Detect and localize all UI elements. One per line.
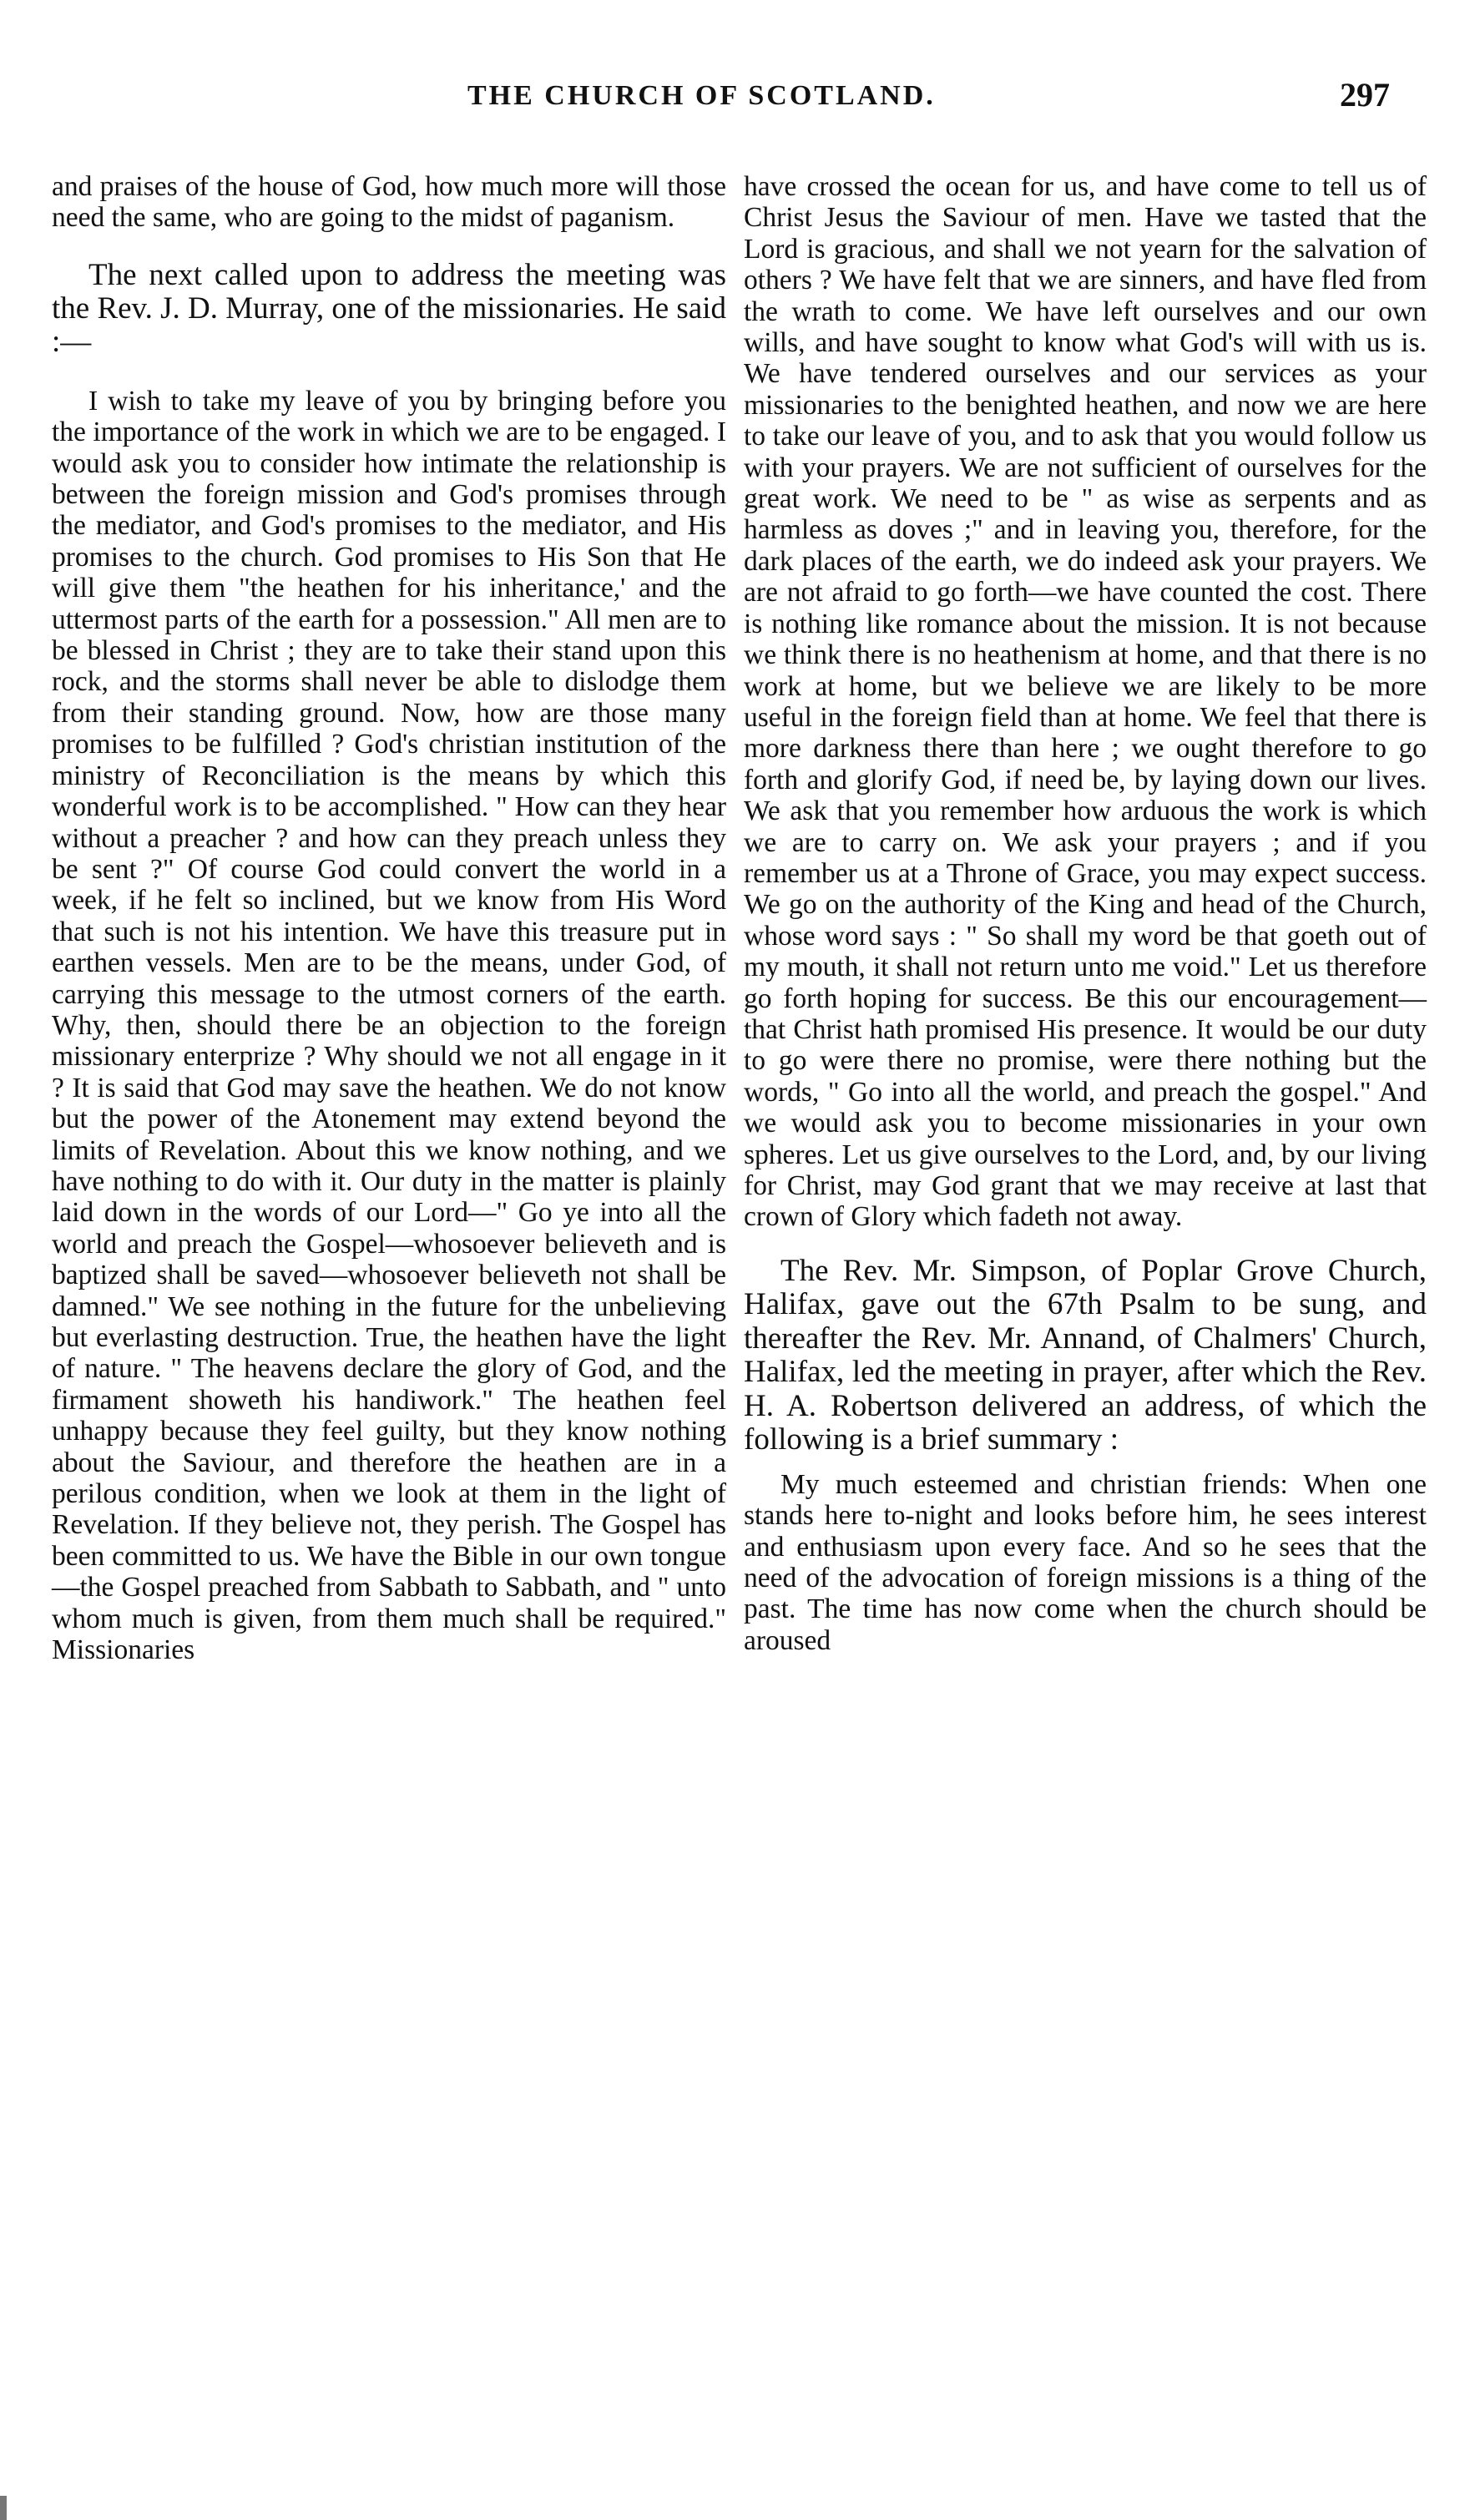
- page-number: 297: [1340, 76, 1390, 114]
- paragraph-speaker-intro: The next called upon to address the meeting was the Rev. J. D. Murray, one of the missionaries. He said :—: [52, 257, 727, 359]
- scan-edge-mark: [0, 2496, 7, 2520]
- paragraph-simpson-annand-intro: The Rev. Mr. Simpson, of Poplar Grove Church, Halifax, gave out the 67th Psalm to be sung, and thereafter the Rev. Mr. Annand, of Chalmers' Church, Halifax, led the meeting in prayer, after which the Rev. H. A. Robertson delivered an address, of which the following is a brief summary :: [744, 1253, 1427, 1457]
- paragraph-murray-address-continued: have crossed the ocean for us, and have come to tell us of Christ Jesus the Saviour of men. Have we tasted that the Lord is gracious, and shall we not yearn for the salvation of others ? We have felt that we are sinners, and have fled from the wrath to come. We have left ourselves and our own wills, and have sought to know what God's will with us is. We have tendered ourselves and our services as your missionaries to the benighted heathen, and now we are here to take our leave of you, and to ask that you would follow us with your prayers. We are not sufficient of ourselves for the great work. We need to be " as wise as serpents and as harmless as doves ;" and in leaving you, therefore, for the dark places of the earth, we do indeed ask your prayers. We are not afraid to go forth—we have counted the cost. There is nothing like romance about the mission. It is not because we think there is no heathenism at home, and that there is no work at home, but we believe we are likely to be more useful in the foreign field than at home. We feel that there is more darkness there than here ; we ought therefore to go forth and glorify God, if need be, by laying down our lives. We ask that you remember how arduous the work is which we are to carry on. We ask your prayers ; and if you remember us at a Throne of Grace, you may expect success. We go on the authority of the King and head of the Church, whose word says : " So shall my word be that goeth out of my mouth, it shall not return unto me void." Let us therefore go forth hoping for success. Be this our encouragement—that Christ hath promised His presence. It would be our duty to go were there no promise, were there nothing but the words, " Go into all the world, and preach the gospel." And we would ask you to become missionaries in your own spheres. Let us give ourselves to the Lord, and, by our living for Christ, may God grant that we may receive at last that crown of Glory which fadeth not away.: [744, 171, 1427, 1233]
- page-header: [0, 76, 1480, 130]
- paragraph-murray-address: I wish to take my leave of you by bringing before you the importance of the work in which we are to be engaged. I would ask you to consider how intimate the relationship is between the foreign mission and God's promises through the mediator, and God's promises to the mediator, and His promises to the church. God promises to His Son that He will give them "the heathen for his inheritance,' and the uttermost parts of the earth for a possession." All men are to be blessed in Christ ; they are to take their stand upon this rock, and the storms shall never be able to dislodge them from their standing ground. Now, how are those many promises to be fulfilled ? God's christian institution of the ministry of Reconciliation is the means by which this wonderful work is to be accomplished. " How can they hear without a preacher ? and how can they preach unless they be sent ?" Of course God could convert the world in a week, if he felt so inclined, but we know from His Word that such is not his intention. We have this treasure put in earthen vessels. Men are to be the means, under God, of carrying this message to the utmost corners of the earth. Why, then, should there be an objection to the foreign missionary enterprize ? Why should we not all engage in it ? It is said that God may save the heathen. We do not know but the power of the Atonement may extend beyond the limits of Revelation. About this we know nothing, and we have nothing to do with it. Our duty in the matter is plainly laid down in the words of our Lord—" Go ye into all the world and preach the Gospel—whosoever believeth and is baptized shall be saved—whosoever believeth not shall be damned." We see nothing in the future for the unbelieving but everlasting destruction. True, the heathen have the light of nature. " The heavens declare the glory of God, and the firmament showeth his handiwork." The heathen feel unhappy because they feel guilty, but they know nothing about the Saviour, and therefore the heathen are in a perilous condition, when we look at them in the light of Revelation. If they believe not, they perish. The Gospel has been committed to us. We have the Bible in our own tongue—the Gospel preached from Sabbath to Sabbath, and " unto whom much is given, from them much shall be required." Missionaries: [52, 385, 726, 1666]
- paragraph-continuation: and praises of the house of God, how much more will those need the same, who are going to the midst of paganism.: [52, 171, 726, 234]
- left-column: [52, 171, 726, 1665]
- running-title: THE CHURCH OF SCOTLAND.: [467, 80, 936, 111]
- right-column: [744, 171, 1427, 1656]
- paragraph-robertson-address: My much esteemed and christian friends: When one stands here to-night and looks before him, he sees interest and enthusiasm upon every face. And so he sees that the need of the advocation of foreign missions is a thing of the past. The time has now come when the church should be aroused: [744, 1468, 1427, 1656]
